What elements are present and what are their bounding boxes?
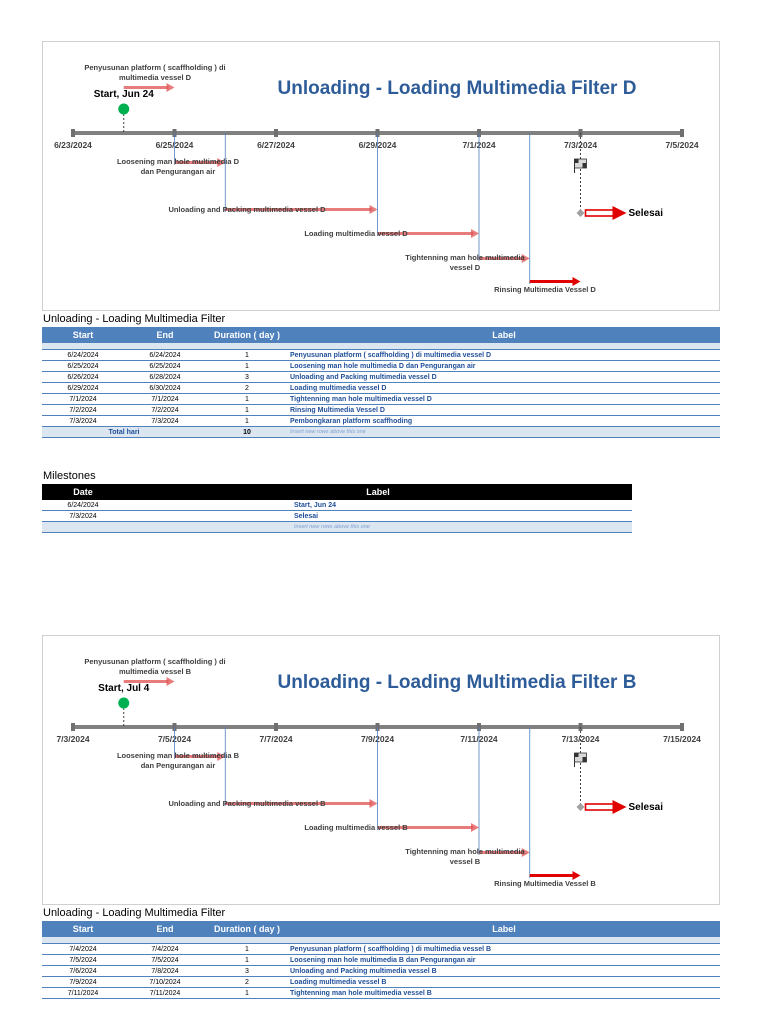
axis-tick xyxy=(680,723,684,731)
table-row xyxy=(42,383,720,394)
task-label: vessel B xyxy=(449,857,481,866)
task-label: Penyusunan platform ( scaffholding ) di xyxy=(84,63,226,72)
selesai-arrow-body xyxy=(586,210,614,216)
label-cell: Pembongkaran platform scaffhoding xyxy=(288,416,720,427)
axis-tick-label: 7/9/2024 xyxy=(360,734,395,744)
start-cell: 6/26/2024 xyxy=(42,372,124,383)
axis-tick-label: 7/13/2024 xyxy=(561,734,600,744)
total-label: Total hari xyxy=(42,427,206,438)
label-cell: Loading multimedia vessel D xyxy=(288,383,720,394)
gantt-chart-d xyxy=(42,41,720,311)
gantt-svg-d xyxy=(43,42,721,312)
col-date: Date xyxy=(42,484,124,500)
insert-row xyxy=(42,522,632,533)
start-cell: 6/29/2024 xyxy=(42,383,124,394)
end-cell: 7/5/2024 xyxy=(124,955,206,966)
task-label: Loosening man hole multimedia B xyxy=(116,751,240,760)
task-bar xyxy=(530,874,575,877)
task-label: Unloading and Packing multimedia vessel B xyxy=(168,799,326,808)
duration-cell: 3 xyxy=(206,966,288,977)
axis-tick xyxy=(71,723,75,731)
duration-cell: 2 xyxy=(206,383,288,394)
table-title-d: Unloading - Loading Multimedia Filter xyxy=(43,313,226,325)
label-cell: Rinsing Multimedia Vessel D xyxy=(288,405,720,416)
axis-tick-label: 6/27/2024 xyxy=(257,140,295,150)
end-cell: 6/28/2024 xyxy=(124,372,206,383)
col-end: End xyxy=(124,921,206,937)
start-cell: 6/24/2024 xyxy=(42,350,124,361)
label-cell: Loosening man hole multimedia D dan Pengurangan air xyxy=(288,361,720,372)
gantt-svg-b xyxy=(43,636,721,906)
task-label: Loading multimedia vessel B xyxy=(304,823,408,832)
start-cell: 7/2/2024 xyxy=(42,405,124,416)
start-cell: 7/11/2024 xyxy=(42,988,124,999)
milestone-date: 6/24/2024 xyxy=(42,500,124,511)
axis-tick xyxy=(71,129,75,137)
end-cell: 7/2/2024 xyxy=(124,405,206,416)
label-cell: Loosening man hole multimedia B dan Pengurangan air xyxy=(288,955,720,966)
task-label: multimedia vessel B xyxy=(118,667,192,676)
end-cell: 6/25/2024 xyxy=(124,361,206,372)
milestone-start-label: Start, Jun 24 xyxy=(93,89,154,100)
chart-title: Unloading - Loading Multimedia Filter D xyxy=(277,78,637,99)
axis-tick-label: 7/5/2024 xyxy=(665,140,699,150)
finish-flag-check xyxy=(575,753,579,757)
milestone-end-marker xyxy=(577,209,585,217)
task-label: Loosening man hole multimedia D xyxy=(116,157,240,166)
axis-tick xyxy=(274,129,278,137)
task-bar-arrow xyxy=(471,823,479,832)
col-start: Start xyxy=(42,921,124,937)
start-cell: 7/6/2024 xyxy=(42,966,124,977)
total-value: 10 xyxy=(206,427,288,438)
end-cell: 6/30/2024 xyxy=(124,383,206,394)
task-label: Tightenning man hole multimedia xyxy=(405,847,525,856)
table-row xyxy=(42,372,720,383)
empty-cell xyxy=(42,522,124,533)
col-start: Start xyxy=(42,327,124,343)
gantt-chart-b xyxy=(42,635,720,905)
end-cell: 7/1/2024 xyxy=(124,394,206,405)
end-cell: 7/4/2024 xyxy=(124,944,206,955)
task-label: multimedia vessel D xyxy=(118,73,192,82)
table-row xyxy=(42,394,720,405)
duration-cell: 2 xyxy=(206,977,288,988)
table-row xyxy=(42,966,720,977)
insert-hint: Insert new rows above this one xyxy=(124,522,632,533)
milestones-table xyxy=(42,484,632,533)
milestones-title: Milestones xyxy=(43,470,96,482)
task-bar-arrow xyxy=(167,83,175,92)
milestone-start-marker xyxy=(118,104,129,115)
duration-cell: 1 xyxy=(206,944,288,955)
task-bar-arrow xyxy=(167,677,175,686)
table-row xyxy=(42,988,720,999)
axis-tick-label: 7/7/2024 xyxy=(259,734,293,744)
insert-hint: Insert new rows above this one xyxy=(288,427,720,438)
axis-tick xyxy=(680,129,684,137)
finish-flag-check xyxy=(583,163,587,168)
task-label: Rinsing Multimedia Vessel B xyxy=(494,879,596,888)
task-bar-arrow xyxy=(471,229,479,238)
col-label: Label xyxy=(288,327,720,343)
duration-cell: 1 xyxy=(206,988,288,999)
chart-title: Unloading - Loading Multimedia Filter B xyxy=(277,672,637,693)
end-cell: 7/11/2024 xyxy=(124,988,206,999)
axis-tick-label: 7/3/2024 xyxy=(563,140,598,150)
axis-tick-label: 7/3/2024 xyxy=(56,734,90,744)
duration-cell: 1 xyxy=(206,955,288,966)
selesai-arrow-head xyxy=(613,800,627,814)
axis-tick-label: 7/15/2024 xyxy=(663,734,701,744)
milestone-row xyxy=(42,511,632,522)
task-table-b xyxy=(42,921,720,999)
start-cell: 7/9/2024 xyxy=(42,977,124,988)
end-cell: 7/8/2024 xyxy=(124,966,206,977)
start-cell: 7/3/2024 xyxy=(42,416,124,427)
axis-tick-label: 6/25/2024 xyxy=(155,140,194,150)
selesai-arrow-head xyxy=(613,206,627,220)
milestone-label: Selesai xyxy=(124,511,632,522)
duration-cell: 1 xyxy=(206,350,288,361)
start-cell: 7/5/2024 xyxy=(42,955,124,966)
table-row xyxy=(42,944,720,955)
col-label: Label xyxy=(288,921,720,937)
table-row xyxy=(42,977,720,988)
task-bar xyxy=(530,280,575,283)
col-end: End xyxy=(124,327,206,343)
table-title-b: Unloading - Loading Multimedia Filter xyxy=(43,907,226,919)
total-row xyxy=(42,427,720,438)
table-row xyxy=(42,955,720,966)
task-table-d xyxy=(42,327,720,438)
task-label: Rinsing Multimedia Vessel D xyxy=(494,285,596,294)
task-label: Unloading and Packing multimedia vessel D xyxy=(168,205,326,214)
selesai-arrow-body xyxy=(586,804,614,810)
label-cell: Loading multimedia vessel B xyxy=(288,977,720,988)
label-cell: Penyusunan platform ( scaffholding ) di multimedia vessel D xyxy=(288,350,720,361)
table-row xyxy=(42,350,720,361)
axis-tick-label: 7/11/2024 xyxy=(460,734,498,744)
task-label: vessel D xyxy=(449,263,481,272)
milestone-end-marker xyxy=(577,803,585,811)
milestone-start-marker xyxy=(118,698,129,709)
label-cell: Penyusunan platform ( scaffholding ) di multimedia vessel B xyxy=(288,944,720,955)
finish-flag-check xyxy=(583,757,587,762)
table-row xyxy=(42,405,720,416)
start-cell: 7/4/2024 xyxy=(42,944,124,955)
start-cell: 7/1/2024 xyxy=(42,394,124,405)
table-row xyxy=(42,361,720,372)
label-cell: Unloading and Packing multimedia vessel D xyxy=(288,372,720,383)
duration-cell: 3 xyxy=(206,372,288,383)
col-duration: Duration ( day ) xyxy=(206,921,288,937)
label-cell: Tightenning man hole multimedia vessel D xyxy=(288,394,720,405)
start-cell: 6/25/2024 xyxy=(42,361,124,372)
axis-tick-label: 6/29/2024 xyxy=(358,140,397,150)
milestone-start-label: Start, Jul 4 xyxy=(98,683,150,694)
table-row xyxy=(42,416,720,427)
duration-cell: 1 xyxy=(206,361,288,372)
milestone-label: Start, Jun 24 xyxy=(124,500,632,511)
duration-cell: 1 xyxy=(206,394,288,405)
duration-cell: 1 xyxy=(206,416,288,427)
end-cell: 6/24/2024 xyxy=(124,350,206,361)
task-label: Loading multimedia vessel D xyxy=(304,229,408,238)
task-bar-arrow xyxy=(370,205,378,214)
milestone-end-label: Selesai xyxy=(628,802,663,813)
axis-tick-label: 7/5/2024 xyxy=(157,734,192,744)
col-duration: Duration ( day ) xyxy=(206,327,288,343)
finish-flag-check xyxy=(575,159,579,163)
label-cell: Unloading and Packing multimedia vessel B xyxy=(288,966,720,977)
task-bar-arrow xyxy=(370,799,378,808)
task-label: Tightenning man hole multimedia xyxy=(405,253,525,262)
col-ms-label: Label xyxy=(124,484,632,500)
task-label: dan Pengurangan air xyxy=(140,761,216,770)
milestone-row xyxy=(42,500,632,511)
axis-tick xyxy=(274,723,278,731)
label-cell: Tightenning man hole multimedia vessel B xyxy=(288,988,720,999)
task-label: dan Pengurangan air xyxy=(140,167,216,176)
end-cell: 7/10/2024 xyxy=(124,977,206,988)
milestone-end-label: Selesai xyxy=(628,208,663,219)
duration-cell: 1 xyxy=(206,405,288,416)
milestone-date: 7/3/2024 xyxy=(42,511,124,522)
task-label: Penyusunan platform ( scaffholding ) di xyxy=(84,657,226,666)
axis-tick-label: 7/1/2024 xyxy=(462,140,496,150)
axis-tick-label: 6/23/2024 xyxy=(54,140,92,150)
end-cell: 7/3/2024 xyxy=(124,416,206,427)
